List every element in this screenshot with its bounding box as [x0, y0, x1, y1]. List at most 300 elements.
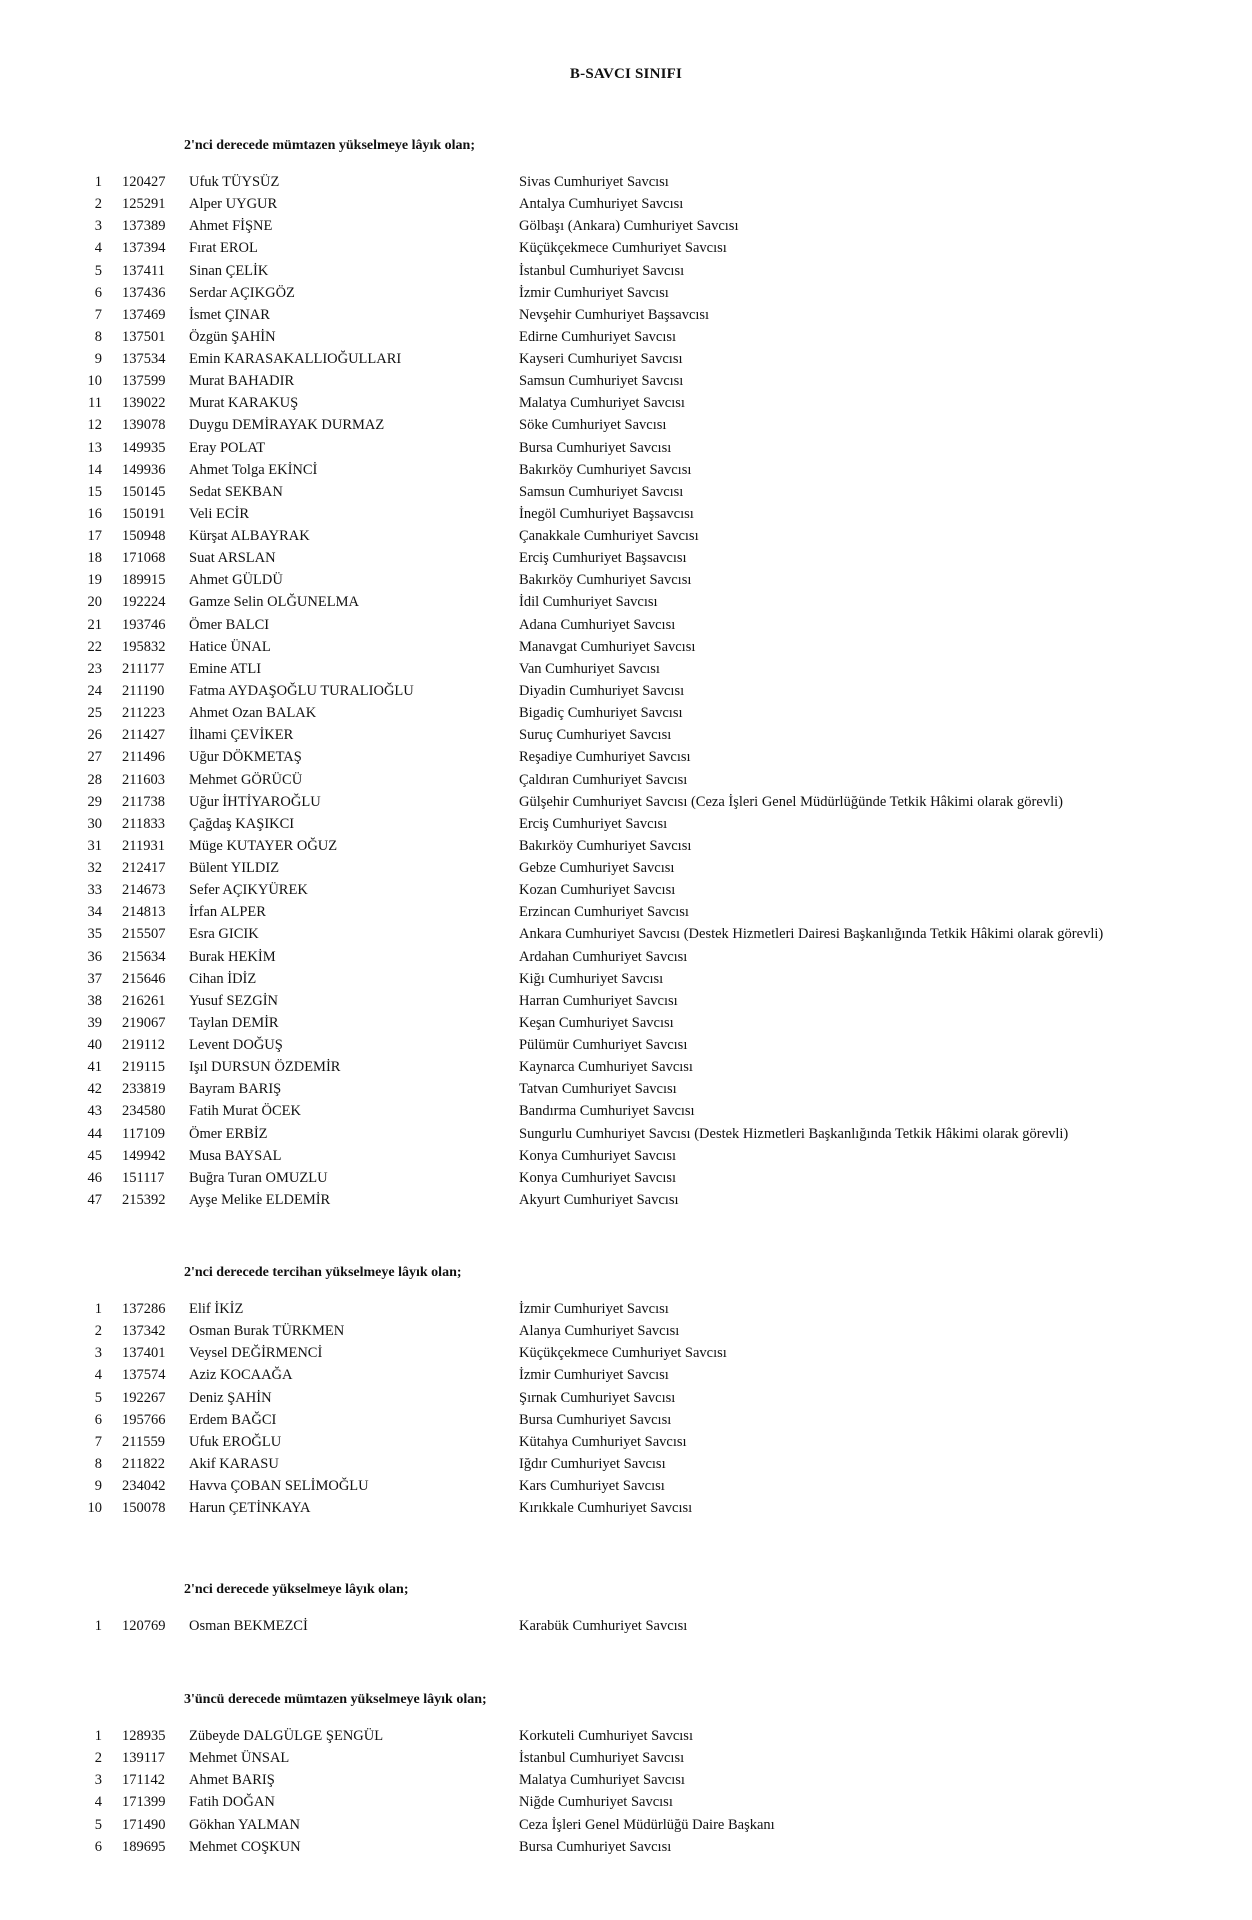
row-number: 3: [94, 1345, 102, 1362]
person-name: Elif İKİZ: [189, 1301, 244, 1317]
table-row: [0, 946, 1252, 968]
row-number: 30: [87, 815, 102, 832]
row-number: 1: [94, 174, 102, 190]
table-row: [0, 1497, 1252, 1519]
registry-number: 117109: [122, 1125, 165, 1142]
registry-number: 149935: [122, 439, 166, 456]
registry-number: 211603: [122, 771, 165, 788]
table-row: [0, 1364, 1252, 1386]
person-name: Ömer ERBİZ: [189, 1125, 268, 1142]
row-number: 9: [94, 1478, 102, 1495]
table-row: [0, 724, 1252, 746]
person-name: Duygu DEMİRAYAK DURMAZ: [189, 417, 385, 434]
person-name: İsmet ÇINAR: [189, 306, 270, 323]
duty-station: Karabük Cumhuriyet Savcısı: [519, 1618, 688, 1634]
person-name: Mehmet GÖRÜCÜ: [189, 771, 303, 788]
table-row: [0, 304, 1252, 326]
registry-number: 128935: [122, 1728, 166, 1744]
person-name: Ufuk EROĞLU: [189, 1433, 282, 1450]
table-row: [0, 1431, 1252, 1453]
registry-number: 150948: [122, 528, 166, 545]
duty-station: İzmir Cumhuriyet Savcısı: [519, 1301, 669, 1317]
table-row: [0, 1078, 1252, 1100]
person-name: Sedat SEKBAN: [189, 483, 283, 500]
registry-number: 137389: [122, 218, 166, 235]
registry-number: 211559: [122, 1433, 165, 1450]
registry-number: 137469: [122, 306, 166, 323]
row-number: 2: [94, 196, 102, 213]
duty-station: Adana Cumhuriyet Savcısı: [519, 616, 676, 633]
table-row: [0, 392, 1252, 414]
row-number: 46: [87, 1169, 102, 1186]
row-number: 4: [94, 1794, 102, 1811]
person-name: Cihan İDİZ: [189, 970, 257, 987]
person-name: İlhami ÇEVİKER: [189, 727, 294, 744]
duty-station: Malatya Cumhuriyet Savcısı: [519, 1772, 685, 1789]
row-number: 1: [94, 1301, 102, 1317]
duty-station: Erzincan Cumhuriyet Savcısı: [519, 904, 689, 921]
person-name: Osman BEKMEZCİ: [189, 1618, 308, 1634]
person-name: Gökhan YALMAN: [189, 1816, 301, 1833]
duty-station: Şırnak Cumhuriyet Savcısı: [519, 1389, 676, 1406]
row-number: 5: [94, 1389, 102, 1406]
registry-number: 192267: [122, 1389, 166, 1406]
duty-station: Kayseri Cumhuriyet Savcısı: [519, 351, 683, 368]
row-number: 7: [94, 306, 102, 323]
row-number: 10: [87, 373, 102, 390]
row-number: 6: [94, 284, 102, 301]
row-number: 26: [87, 727, 102, 744]
duty-station: Kaynarca Cumhuriyet Savcısı: [519, 1059, 693, 1076]
registry-number: 137394: [122, 240, 166, 257]
table-row: [0, 1056, 1252, 1078]
registry-number: 171399: [122, 1794, 166, 1811]
person-name: Levent DOĞUŞ: [189, 1037, 283, 1054]
person-name: Eray POLAT: [189, 439, 266, 456]
duty-station: Malatya Cumhuriyet Savcısı: [519, 395, 685, 412]
duty-station: Bursa Cumhuriyet Savcısı: [519, 1411, 672, 1428]
table-row: [0, 260, 1252, 282]
table-row: [0, 1453, 1252, 1475]
row-number: 47: [87, 1191, 102, 1208]
table-row: [0, 990, 1252, 1012]
duty-station: Küçükçekmece Cumhuriyet Savcısı: [519, 240, 727, 257]
person-name: Bayram BARIŞ: [189, 1081, 282, 1098]
table-row: [0, 1100, 1252, 1122]
table-row: [0, 525, 1252, 547]
registry-number: 195832: [122, 638, 166, 655]
table-row: [0, 282, 1252, 304]
duty-station: Nevşehir Cumhuriyet Başsavcısı: [519, 306, 710, 323]
duty-station: Bursa Cumhuriyet Savcısı: [519, 1838, 672, 1855]
duty-station: Antalya Cumhuriyet Savcısı: [519, 196, 684, 213]
person-name: Fatih DOĞAN: [189, 1794, 275, 1811]
registry-number: 192224: [122, 594, 166, 611]
table-row: [0, 813, 1252, 835]
person-name: Sinan ÇELİK: [189, 262, 269, 279]
row-number: 32: [87, 860, 102, 877]
row-number: 2: [94, 1750, 102, 1767]
table-row: [0, 1747, 1252, 1769]
table-row: [0, 1123, 1252, 1145]
registry-number: 137411: [122, 262, 165, 279]
duty-station: Diyadin Cumhuriyet Savcısı: [519, 682, 685, 699]
person-name: Yusuf SEZGİN: [189, 992, 279, 1009]
person-name: Bülent YILDIZ: [189, 860, 280, 877]
duty-station: Korkuteli Cumhuriyet Savcısı: [519, 1728, 693, 1744]
table-row: [0, 835, 1252, 857]
table-row: [0, 193, 1252, 215]
table-row: [0, 326, 1252, 348]
registry-number: 195766: [122, 1411, 166, 1428]
row-number: 16: [87, 505, 102, 522]
person-name: Ahmet GÜLDÜ: [189, 572, 283, 589]
table-row: [0, 1387, 1252, 1409]
row-number: 13: [87, 439, 102, 456]
person-name: Burak HEKİM: [189, 948, 276, 965]
person-name: Ahmet Tolga EKİNCİ: [189, 461, 318, 478]
person-name: Esra GICIK: [189, 926, 259, 943]
row-number: 7: [94, 1433, 102, 1450]
row-number: 3: [94, 218, 102, 235]
person-name: Ömer BALCI: [189, 616, 270, 633]
person-name: Uğur DÖKMETAŞ: [189, 749, 302, 766]
table-row: [0, 658, 1252, 680]
person-name: Özgün ŞAHİN: [189, 328, 276, 345]
registry-number: 211822: [122, 1455, 165, 1472]
table-row: [0, 1342, 1252, 1364]
row-number: 14: [87, 461, 102, 478]
duty-station: Kozan Cumhuriyet Savcısı: [519, 882, 676, 899]
row-number: 15: [87, 483, 102, 500]
registry-number: 219112: [122, 1037, 165, 1054]
person-name: Çağdaş KAŞIKCI: [189, 815, 295, 832]
duty-station: Çanakkale Cumhuriyet Savcısı: [519, 528, 699, 545]
registry-number: 215634: [122, 948, 166, 965]
duty-station: Iğdır Cumhuriyet Savcısı: [519, 1455, 666, 1472]
table-row: [0, 1791, 1252, 1813]
row-number: 3: [94, 1772, 102, 1789]
registry-number: 219115: [122, 1059, 165, 1076]
registry-number: 120427: [122, 174, 166, 190]
duty-station: Bandırma Cumhuriyet Savcısı: [519, 1103, 695, 1120]
person-name: Akif KARASU: [189, 1455, 279, 1472]
row-number: 11: [88, 395, 102, 412]
duty-station: Kars Cumhuriyet Savcısı: [519, 1478, 665, 1495]
registry-number: 234580: [122, 1103, 166, 1120]
duty-station: Küçükçekmece Cumhuriyet Savcısı: [519, 1345, 727, 1362]
row-number: 25: [87, 705, 102, 722]
registry-number: 211427: [122, 727, 165, 744]
row-number: 36: [87, 948, 102, 965]
table-row: [0, 1725, 1252, 1747]
row-number: 24: [87, 682, 102, 699]
duty-station: Bakırköy Cumhuriyet Savcısı: [519, 572, 692, 589]
table-row: [0, 680, 1252, 702]
person-name: Buğra Turan OMUZLU: [189, 1169, 328, 1186]
table-row: [0, 1814, 1252, 1836]
section-heading: 2'nci derecede mümtazen yükselmeye lâyık olan;: [184, 138, 475, 153]
person-name: Serdar AÇIKGÖZ: [189, 284, 295, 301]
table-row: [0, 1189, 1252, 1211]
person-name: Işıl DURSUN ÖZDEMİR: [189, 1059, 341, 1076]
table-row: [0, 481, 1252, 503]
table-row: [0, 1836, 1252, 1858]
registry-number: 125291: [122, 196, 166, 213]
duty-station: Keşan Cumhuriyet Savcısı: [519, 1014, 674, 1031]
duty-station: Çaldıran Cumhuriyet Savcısı: [519, 771, 688, 788]
person-name: Hatice ÜNAL: [189, 638, 271, 655]
duty-station: İzmir Cumhuriyet Savcısı: [519, 284, 669, 301]
table-row: [0, 857, 1252, 879]
registry-number: 139078: [122, 417, 166, 434]
registry-number: 149936: [122, 461, 166, 478]
duty-station: Pülümür Cumhuriyet Savcısı: [519, 1037, 688, 1054]
registry-number: 211496: [122, 749, 165, 766]
person-name: Veysel DEĞİRMENCİ: [189, 1345, 323, 1362]
registry-number: 171490: [122, 1816, 166, 1833]
registry-number: 233819: [122, 1081, 166, 1098]
duty-station: Kiğı Cumhuriyet Savcısı: [519, 970, 664, 987]
row-number: 40: [87, 1037, 102, 1054]
row-number: 44: [87, 1125, 102, 1142]
registry-number: 137599: [122, 373, 166, 390]
duty-station: Harran Cumhuriyet Savcısı: [519, 992, 678, 1009]
duty-station: Ceza İşleri Genel Müdürlüğü Daire Başkanı: [519, 1816, 775, 1833]
duty-station: Gülşehir Cumhuriyet Savcısı (Ceza İşleri Genel Müdürlüğünde Tetkik Hâkimi olarak görevli): [519, 793, 1063, 810]
person-name: Murat BAHADIR: [189, 373, 295, 390]
person-name: Alper UYGUR: [189, 196, 278, 213]
row-number: 2: [94, 1323, 102, 1340]
table-row: [0, 1409, 1252, 1431]
person-name: Ufuk TÜYSÜZ: [189, 174, 280, 190]
row-number: 6: [94, 1838, 102, 1855]
person-name: Aziz KOCAAĞA: [189, 1367, 293, 1384]
duty-station: Samsun Cumhuriyet Savcısı: [519, 483, 684, 500]
row-number: 22: [87, 638, 102, 655]
person-name: Zübeyde DALGÜLGE ŞENGÜL: [189, 1728, 384, 1744]
person-name: Emin KARASAKALLIOĞULLARI: [189, 351, 402, 368]
duty-station: Ardahan Cumhuriyet Savcısı: [519, 948, 688, 965]
duty-station: Tatvan Cumhuriyet Savcısı: [519, 1081, 677, 1098]
duty-station: Kütahya Cumhuriyet Savcısı: [519, 1433, 687, 1450]
table-row: [0, 1615, 1252, 1637]
registry-number: 137286: [122, 1301, 166, 1317]
row-number: 8: [94, 328, 102, 345]
registry-number: 137401: [122, 1345, 166, 1362]
registry-number: 214813: [122, 904, 166, 921]
person-name: Veli ECİR: [189, 505, 250, 522]
table-row: [0, 547, 1252, 569]
registry-number: 150145: [122, 483, 166, 500]
table-row: [0, 769, 1252, 791]
row-number: 45: [87, 1147, 102, 1164]
row-number: 21: [87, 616, 102, 633]
table-row: [0, 1167, 1252, 1189]
row-number: 20: [87, 594, 102, 611]
row-number: 12: [87, 417, 102, 434]
person-name: Murat KARAKUŞ: [189, 395, 299, 412]
registry-number: 137574: [122, 1367, 166, 1384]
duty-station: Konya Cumhuriyet Savcısı: [519, 1169, 677, 1186]
duty-station: Erciş Cumhuriyet Savcısı: [519, 815, 668, 832]
row-number: 42: [87, 1081, 102, 1098]
table-row: [0, 414, 1252, 436]
table-row: [0, 968, 1252, 990]
duty-station: Van Cumhuriyet Savcısı: [519, 660, 660, 677]
person-name: Harun ÇETİNKAYA: [189, 1500, 311, 1517]
row-number: 28: [87, 771, 102, 788]
table-row: [0, 1145, 1252, 1167]
table-row: [0, 237, 1252, 259]
person-name: Mehmet COŞKUN: [189, 1838, 301, 1855]
person-name: Gamze Selin OLĞUNELMA: [189, 594, 359, 611]
row-number: 1: [94, 1618, 102, 1634]
duty-station: Bursa Cumhuriyet Savcısı: [519, 439, 672, 456]
person-name: Emine ATLI: [189, 660, 262, 677]
person-name: Suat ARSLAN: [189, 550, 276, 567]
table-row: [0, 746, 1252, 768]
duty-station: Bigadiç Cumhuriyet Savcısı: [519, 705, 683, 722]
person-name: İrfan ALPER: [189, 904, 266, 921]
duty-station: Suruç Cumhuriyet Savcısı: [519, 727, 672, 744]
table-row: [0, 879, 1252, 901]
table-row: [0, 569, 1252, 591]
registry-number: 171068: [122, 550, 166, 567]
person-name: Fatih Murat ÖCEK: [189, 1103, 301, 1120]
duty-station: Konya Cumhuriyet Savcısı: [519, 1147, 677, 1164]
duty-station: Alanya Cumhuriyet Savcısı: [519, 1323, 680, 1340]
registry-number: 150191: [122, 505, 166, 522]
registry-number: 193746: [122, 616, 166, 633]
registry-number: 137501: [122, 328, 166, 345]
person-name: Fatma AYDAŞOĞLU TURALIOĞLU: [189, 682, 414, 699]
duty-station: İzmir Cumhuriyet Savcısı: [519, 1367, 669, 1384]
row-number: 5: [94, 262, 102, 279]
registry-number: 189915: [122, 572, 166, 589]
duty-station: İnegöl Cumhuriyet Başsavcısı: [519, 505, 694, 522]
registry-number: 211223: [122, 705, 165, 722]
row-number: 39: [87, 1014, 102, 1031]
registry-number: 139022: [122, 395, 166, 412]
person-name: Erdem BAĞCI: [189, 1411, 277, 1428]
table-row: [0, 591, 1252, 613]
person-name: Mehmet ÜNSAL: [189, 1750, 290, 1767]
row-number: 29: [87, 793, 102, 810]
row-number: 38: [87, 992, 102, 1009]
row-number: 5: [94, 1816, 102, 1833]
row-number: 8: [94, 1455, 102, 1472]
row-number: 19: [87, 572, 102, 589]
table-row: [0, 459, 1252, 481]
registry-number: 234042: [122, 1478, 166, 1495]
duty-station: Söke Cumhuriyet Savcısı: [519, 417, 667, 434]
registry-number: 215392: [122, 1191, 166, 1208]
registry-number: 189695: [122, 1838, 166, 1855]
table-row: [0, 702, 1252, 724]
person-name: Osman Burak TÜRKMEN: [189, 1323, 345, 1340]
duty-station: Manavgat Cumhuriyet Savcısı: [519, 638, 696, 655]
row-number: 9: [94, 351, 102, 368]
table-row: [0, 437, 1252, 459]
person-name: Ahmet Ozan BALAK: [189, 705, 317, 722]
row-number: 33: [87, 882, 102, 899]
table-row: [0, 791, 1252, 813]
table-row: [0, 614, 1252, 636]
table-row: [0, 1034, 1252, 1056]
duty-station: Akyurt Cumhuriyet Savcısı: [519, 1191, 679, 1208]
table-row: [0, 348, 1252, 370]
person-name: Ahmet FİŞNE: [189, 218, 273, 235]
table-row: [0, 503, 1252, 525]
row-number: 6: [94, 1411, 102, 1428]
registry-number: 139117: [122, 1750, 165, 1767]
table-row: [0, 171, 1252, 193]
person-name: Ahmet BARIŞ: [189, 1772, 275, 1789]
row-number: 34: [87, 904, 102, 921]
table-row: [0, 1012, 1252, 1034]
row-number: 18: [87, 550, 102, 567]
row-number: 31: [87, 837, 102, 854]
registry-number: 215507: [122, 926, 166, 943]
registry-number: 216261: [122, 992, 166, 1009]
duty-station: Sivas Cumhuriyet Savcısı: [519, 174, 669, 190]
duty-station: İstanbul Cumhuriyet Savcısı: [519, 262, 685, 279]
row-number: 35: [87, 926, 102, 943]
person-name: Fırat EROL: [189, 240, 258, 257]
duty-station: Erciş Cumhuriyet Başsavcısı: [519, 550, 687, 567]
person-name: Müge KUTAYER OĞUZ: [189, 837, 338, 854]
table-row: [0, 901, 1252, 923]
page-title: B-SAVCI SINIFI: [569, 66, 683, 82]
registry-number: 219067: [122, 1014, 166, 1031]
registry-number: 211833: [122, 815, 165, 832]
person-name: Havva ÇOBAN SELİMOĞLU: [189, 1478, 369, 1495]
person-name: Ayşe Melike ELDEMİR: [189, 1191, 331, 1208]
table-row: [0, 1475, 1252, 1497]
table-row: [0, 636, 1252, 658]
duty-station: Samsun Cumhuriyet Savcısı: [519, 373, 684, 390]
duty-station: Kırıkkale Cumhuriyet Savcısı: [519, 1500, 693, 1517]
duty-station: Sungurlu Cumhuriyet Savcısı (Destek Hizmetleri Başkanlığında Tetkik Hâkimi olarak görevli): [519, 1125, 1069, 1142]
registry-number: 212417: [122, 860, 166, 877]
registry-number: 120769: [122, 1618, 166, 1634]
person-name: Uğur İHTİYAROĞLU: [189, 793, 321, 810]
table-row: [0, 370, 1252, 392]
registry-number: 151117: [122, 1169, 165, 1186]
duty-station: İdil Cumhuriyet Savcısı: [519, 594, 658, 611]
registry-number: 211738: [122, 793, 165, 810]
section-heading: 2'nci derecede tercihan yükselmeye lâyık olan;: [184, 1265, 462, 1280]
row-number: 23: [87, 660, 102, 677]
table-row: [0, 1769, 1252, 1791]
table-row: [0, 215, 1252, 237]
section-heading: 2'nci derecede yükselmeye lâyık olan;: [184, 1582, 409, 1597]
registry-number: 137534: [122, 351, 166, 368]
row-number: 10: [87, 1500, 102, 1517]
section-heading: 3'üncü derecede mümtazen yükselmeye lâyık olan;: [184, 1692, 487, 1707]
registry-number: 211190: [122, 682, 165, 699]
registry-number: 137342: [122, 1323, 166, 1340]
duty-station: İstanbul Cumhuriyet Savcısı: [519, 1750, 685, 1767]
table-row: [0, 1298, 1252, 1320]
registry-number: 150078: [122, 1500, 166, 1517]
table-row: [0, 923, 1252, 945]
person-name: Sefer AÇIKYÜREK: [189, 882, 308, 899]
person-name: Kürşat ALBAYRAK: [189, 528, 310, 545]
person-name: Musa BAYSAL: [189, 1147, 282, 1164]
duty-station: Niğde Cumhuriyet Savcısı: [519, 1794, 673, 1811]
